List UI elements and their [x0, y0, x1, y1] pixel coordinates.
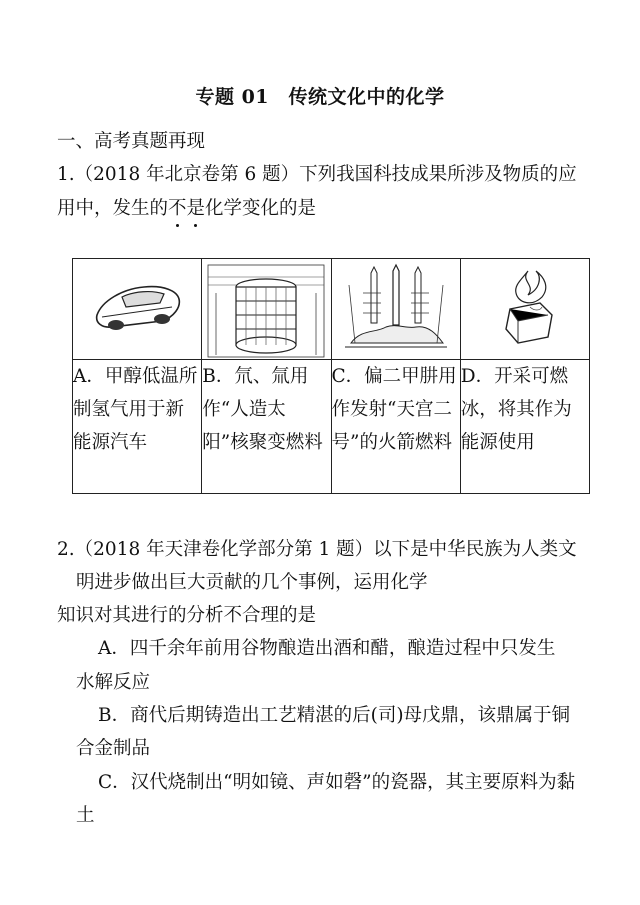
option-a-text: A．甲醇低温所制氢气用于新能源汽车: [73, 360, 202, 494]
option-b-text: B．氘、氚用作“人造太阳”核聚变燃料: [202, 360, 331, 494]
q2-option-a-line2: 水解反应: [76, 672, 151, 693]
combustible-ice-icon: [470, 263, 580, 359]
q1-stem-line2: [57, 197, 316, 221]
q2-option-b-line2: 合金制品: [76, 738, 151, 759]
q1-emphasis: [168, 198, 205, 219]
q1-emphasis-text: [168, 198, 205, 219]
q2-stem-line2: 明进步做出巨大贡献的几个事例，运用化学: [76, 572, 428, 593]
q2-stem-line1: 2.（2018 年天津卷化学部分第 1 题）以下是中华民族为人类文: [57, 539, 577, 560]
q1-text-row: [73, 360, 590, 494]
option-a-image: [73, 259, 202, 360]
q2-option-c-line2: 土: [76, 805, 95, 826]
hydrogen-car-icon: [82, 263, 192, 353]
q1-image-row: [73, 259, 590, 360]
q2-option-a-line1: A．四千余年前用谷物酿造出酒和醋，酿造过程中只发生: [98, 638, 556, 659]
option-c-text: C．偏二甲肼用作发射“天宫二号”的火箭燃料: [331, 360, 460, 494]
q2-option-c-line1: C．汉代烧制出“明如镜、声如磬”的瓷器，其主要原料为黏: [98, 772, 576, 793]
q2-option-b-line1: B．商代后期铸造出工艺精湛的后(司)母戊鼎，该鼎属于铜: [98, 705, 571, 726]
option-c-image: [331, 259, 460, 360]
emphasis-char: 是: [186, 198, 206, 219]
option-d-text: D．开采可燃冰，将其作为能源使用: [460, 360, 589, 494]
q1-stem-line2-after: 化学变化的是: [205, 198, 317, 219]
option-d-image: [460, 259, 589, 360]
q1-stem-line2-before: 用中，发生的: [57, 198, 169, 219]
q1-options-table: [72, 258, 590, 494]
option-b-image: [202, 259, 331, 360]
rocket-launch-icon: [341, 263, 451, 359]
page-title: 专题 01 传统文化中的化学: [195, 86, 445, 108]
q1-stem-line1: 1.（2018 年北京卷第 6 题）下列我国科技成果所涉及物质的应: [57, 164, 577, 185]
section-heading: 一、高考真题再现: [57, 131, 206, 152]
fusion-reactor-icon: [204, 263, 328, 359]
emphasis-char: 不: [168, 198, 187, 219]
q2-stem-line3: 知识对其进行的分析不合理的是: [57, 605, 317, 626]
